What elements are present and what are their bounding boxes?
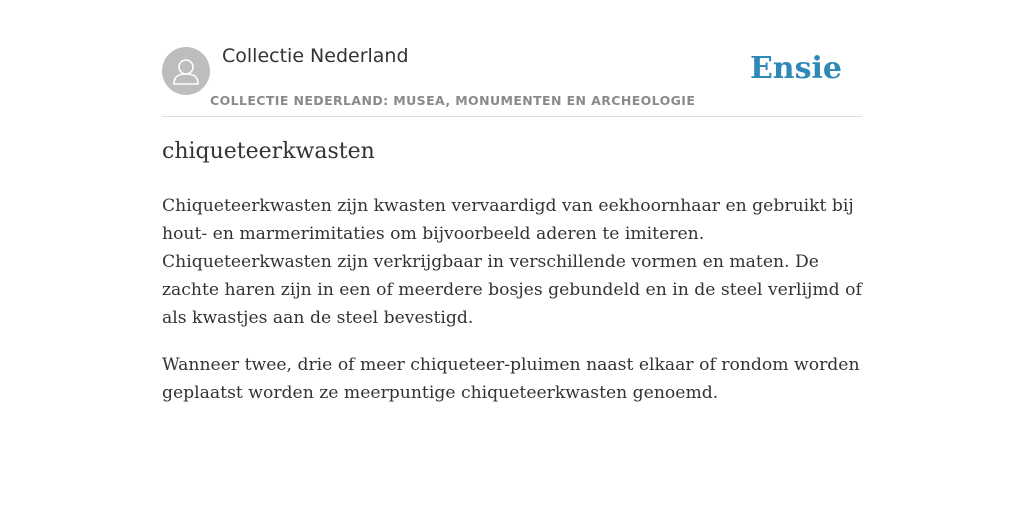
user-icon [162, 47, 210, 95]
paragraph: Chiqueteerkwasten zijn kwasten vervaardigd van eekhoornhaar en gebruikt bij hout- en marmerimitaties om bijvoorbeeld aderen te imiteren. Chiqueteerkwasten zijn verkrijgbaar in verschillende vormen en maten. De zachte haren zijn in een of meerdere bosjes gebundeld en in de steel verlijmd of als kwastjes aan de steel bevestigd. [162, 196, 862, 328]
avatar[interactable] [162, 47, 210, 95]
article-body [162, 192, 862, 426]
brand-logo[interactable]: Ensie [749, 51, 842, 86]
page-title: chiqueteerkwasten [162, 139, 375, 164]
header [162, 40, 862, 117]
paragraph: Wanneer twee, drie of meer chiqueteer-pluimen naast elkaar of rondom worden geplaatst worden ze meerpuntige chiqueteerkwasten genoemd. [162, 355, 860, 403]
source-subtitle[interactable]: COLLECTIE NEDERLAND: MUSEA, MONUMENTEN EN ARCHEOLOGIE [210, 93, 696, 108]
author-link[interactable]: Collectie Nederland [222, 45, 409, 67]
